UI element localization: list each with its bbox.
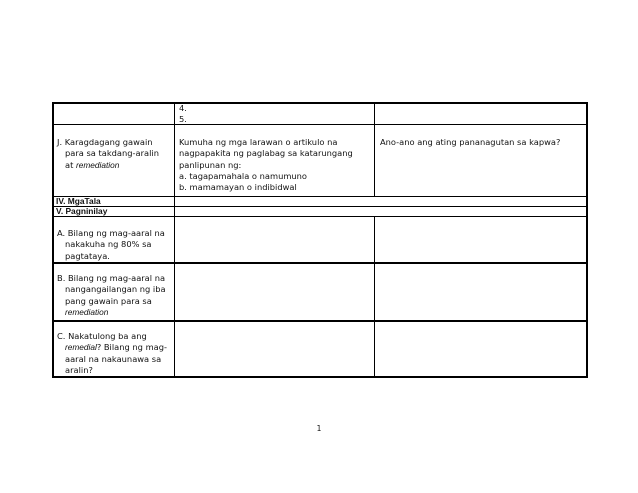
activity-line: b. mamamayan o indibidwal — [179, 182, 297, 193]
row-b-line: B. Bilang ng mag-aaral na — [57, 273, 166, 283]
row-j-remediation: remediation — [75, 159, 120, 170]
row-divider — [52, 206, 587, 207]
row-j-at: at — [65, 159, 74, 170]
activity-line: panlipunan ng: — [179, 159, 242, 170]
question-text: Ano-ano ang ating pananagutan sa kapwa? — [380, 137, 561, 147]
row-c-rest: ? Bilang ng mag- — [96, 342, 168, 353]
activity-line: Kumuha ng mga larawan o artikulo na — [179, 137, 338, 147]
list-item: 4. — [179, 103, 187, 113]
row-divider — [52, 320, 587, 322]
row-c-line: aaral na nakaunawa sa — [65, 353, 162, 364]
table-border-bottom — [52, 376, 587, 378]
row-b-label — [57, 273, 172, 318]
section-v-label: V. Pagninilay — [56, 206, 108, 216]
row-c-line: C. Nakatulong ba ang — [57, 331, 147, 341]
column-divider — [374, 102, 375, 196]
row-j-label-line: J. Karagdagang gawain — [57, 137, 153, 147]
list-item: 5. — [179, 114, 187, 125]
table-border-right — [586, 102, 588, 378]
row-b-line: nangangailangan ng iba — [65, 284, 166, 295]
row-j-question — [380, 137, 585, 148]
activity-line: nagpapakita ng paglabag sa katarungang — [179, 148, 353, 159]
row-a-line: pagtataya. — [65, 250, 110, 261]
row-c-label — [57, 331, 172, 376]
row-a-line: nakakuha ng 80% sa — [65, 239, 152, 250]
row-a-label — [57, 228, 172, 262]
column-divider — [374, 216, 375, 378]
row-c-remedial: remedial — [65, 342, 97, 353]
activity-line: a. tagapamahala o namumuno — [179, 170, 308, 181]
row-a-line: A. Bilang ng mag-aaral na — [57, 228, 165, 238]
row-b-line: pang gawain para sa — [65, 295, 152, 306]
row-b-remediation: remediation — [65, 306, 109, 317]
table-border-left — [52, 102, 54, 378]
row-j-label — [57, 137, 172, 171]
row-divider — [52, 216, 587, 217]
row-divider — [52, 262, 587, 264]
column-divider — [174, 102, 175, 378]
row-divider — [52, 196, 587, 197]
row-j-label-line — [57, 160, 172, 171]
top-row-col2 — [179, 103, 369, 126]
page-number: 1 — [316, 424, 322, 433]
row-c-line — [57, 342, 172, 353]
row-c-line: aralin? — [65, 364, 93, 375]
row-j-label-line: para sa takdang-aralin — [65, 148, 159, 159]
section-iv-label: IV. MgaTala — [56, 196, 101, 206]
lesson-plan-table — [52, 102, 587, 377]
row-j-activity — [179, 137, 373, 193]
